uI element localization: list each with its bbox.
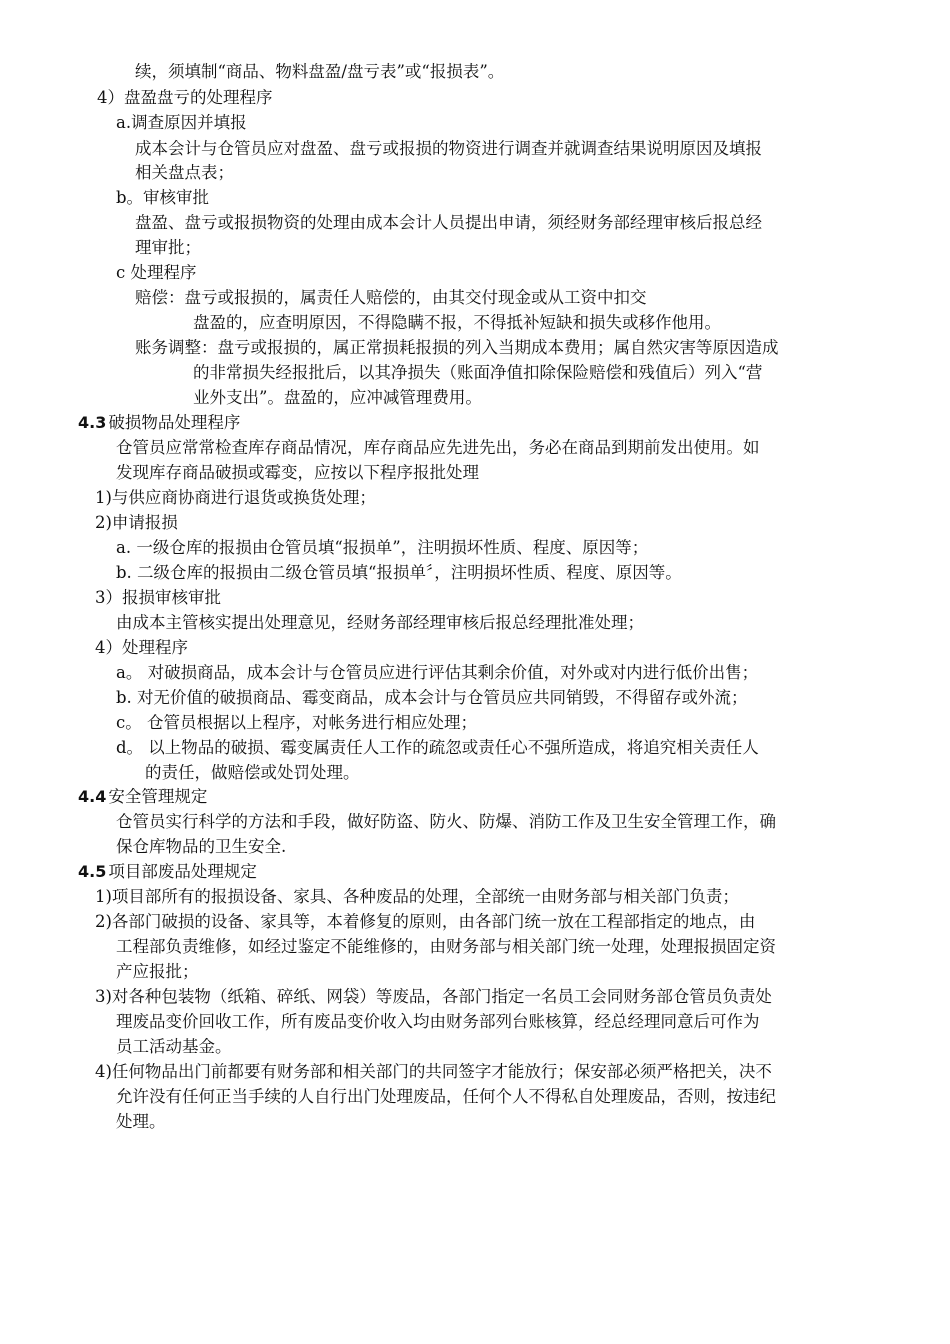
text-line: 相关盘点表；: [135, 163, 234, 182]
item-heading: a.调查原因并填报: [116, 113, 247, 132]
text-line: 仓管员应常常检查库存商品情况，库存商品应先进先出，务必在商品到期前发出使用。如: [116, 438, 760, 457]
subsection-heading: 3）报损审核审批: [95, 588, 221, 607]
text-line: 4)任何物品出门前都要有财务部和相关部门的共同签字才能放行；保安部必须严格把关，决不: [95, 1062, 772, 1081]
text-line: 工程部负责维修，如经过鉴定不能维修的，由财务部与相关部门统一处理，处理报损固定资: [116, 937, 776, 956]
section-heading: [78, 411, 240, 435]
text-line: 业外支出”。盘盈的，应冲减管理费用。: [193, 388, 482, 407]
text-line: c。 仓管员根据以上程序，对帐务进行相应处理；: [116, 713, 477, 732]
text-line: d。 以上物品的破损、霉变属责任人工作的疏忽或责任心不强所造成，将追究相关责任人: [116, 738, 759, 757]
text-line: 赔偿：盘亏或报损的，属责任人赔偿的，由其交付现金或从工资中扣交: [135, 288, 647, 307]
text-line: 账务调整：盘亏或报损的，属正常损耗报损的列入当期成本费用；属自然灾害等原因造成: [135, 338, 779, 357]
text-line: 理审批；: [135, 238, 201, 257]
text-line: b. 二级仓库的报损由二级仓管员填“报损单〞，注明损坏性质、程度、原因等。: [116, 563, 682, 582]
text-line: 的非常损失经报批后，以其净损失（账面净值扣除保险赔偿和残值后）列入“营: [193, 363, 763, 382]
text-line: 1)项目部所有的报损设备、家具、各种废品的处理，全部统一由财务部与相关部门负责；: [95, 887, 739, 906]
section-heading: [78, 860, 257, 884]
section-title: 安全管理规定: [108, 787, 208, 806]
text-line: 由成本主管核实提出处理意见，经财务部经理审核后报总经理批准处理；: [116, 613, 644, 632]
section-number: 4.4: [78, 787, 107, 806]
section-number: 4.5: [78, 862, 107, 881]
section-title: 项目部废品处理规定: [108, 862, 257, 881]
section-title: 破损物品处理程序: [108, 413, 241, 432]
text-line: 成本会计与仓管员应对盘盈、盘亏或报损的物资进行调查并就调查结果说明原因及填报: [135, 139, 762, 158]
text-line: 续，须填制“商品、物料盘盈/盘亏表”或“报损表”。: [135, 62, 505, 81]
text-line: 允许没有任何正当手续的人自行出门处理废品，任何个人不得私自处理废品，否则，按违纪: [116, 1087, 776, 1106]
text-line: a。 对破损商品，成本会计与仓管员应进行评估其剩余价值，对外或对内进行低价出售；: [116, 663, 759, 682]
subsection-heading: 4）处理程序: [95, 638, 188, 657]
text-line: 盘盈的，应查明原因，不得隐瞒不报，不得抵补短缺和损失或移作他用。: [193, 313, 721, 332]
item-heading: b。审核审批: [116, 188, 210, 207]
text-line: b. 对无价值的破损商品、霉变商品，成本会计与仓管员应共同销毁，不得留存或外流；: [116, 688, 748, 707]
text-line: 员工活动基金。: [116, 1037, 232, 1056]
subsection-heading: 2)申请报损: [95, 513, 178, 532]
item-heading: c 处理程序: [116, 263, 197, 282]
text-line: 理废品变价回收工作，所有废品变价收入均由财务部列台账核算，经总经理同意后可作为: [116, 1012, 760, 1031]
text-line: 3)对各种包装物（纸箱、碎纸、网袋）等废品，各部门指定一名员工会同财务部仓管员负责处: [95, 987, 772, 1006]
text-line: 发现库存商品破损或霉变，应按以下程序报批处理: [116, 463, 479, 482]
subsection-heading: 4）盘盈盘亏的处理程序: [97, 88, 273, 107]
text-line: 保仓库物品的卫生安全.: [116, 837, 287, 856]
text-line: 的责任，做赔偿或处罚处理。: [145, 763, 360, 782]
subsection-heading: 1)与供应商协商进行退货或换货处理；: [95, 488, 376, 507]
text-line: a. 一级仓库的报损由仓管员填“报损单”，注明损坏性质、程度、原因等；: [116, 538, 649, 557]
text-line: 产应报批；: [116, 962, 199, 981]
section-heading: [78, 785, 207, 809]
text-line: 2)各部门破损的设备、家具等，本着修复的原则，由各部门统一放在工程部指定的地点，由: [95, 912, 756, 931]
text-line: 仓管员实行科学的方法和手段，做好防盗、防火、防爆、消防工作及卫生安全管理工作，确: [116, 812, 776, 831]
text-line: 处理。: [116, 1112, 166, 1131]
text-line: 盘盈、盘亏或报损物资的处理由成本会计人员提出申请，须经财务部经理审核后报总经: [135, 213, 762, 232]
section-number: 4.3: [78, 413, 107, 432]
